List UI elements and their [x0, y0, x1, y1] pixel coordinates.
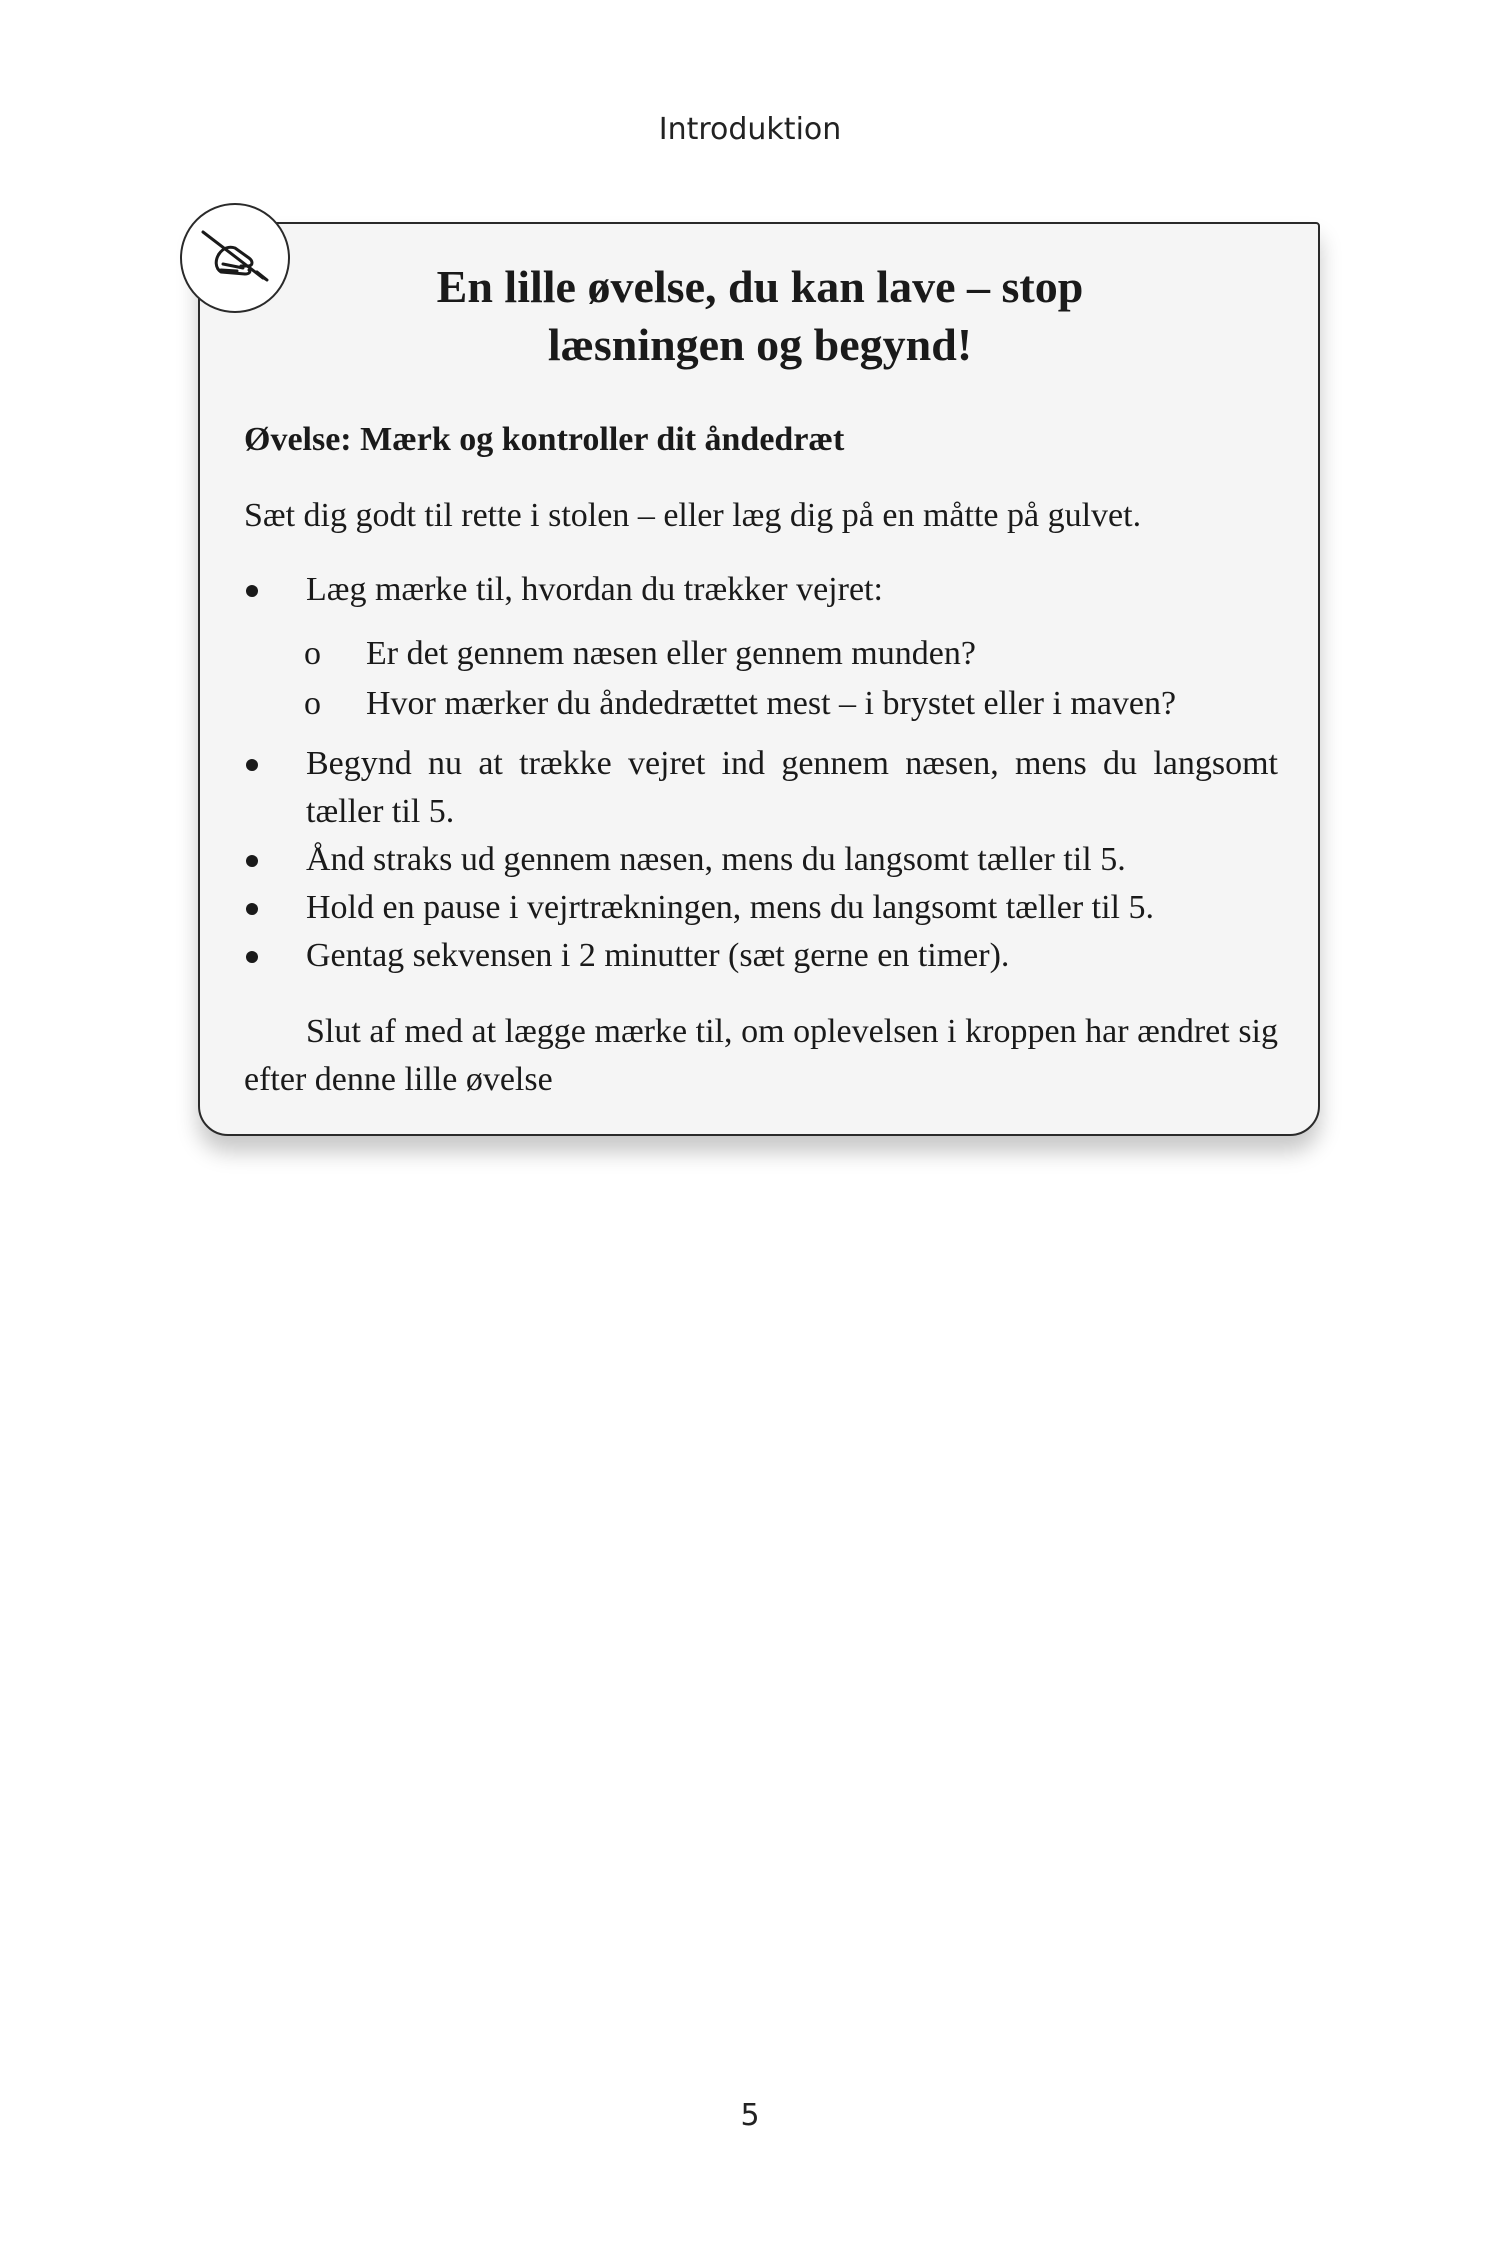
- sub-bullet-text: Hvor mærker du åndedrættet mest – i brystet eller i maven?: [366, 685, 1177, 722]
- bullet-item: [244, 932, 1278, 980]
- bullet-dot: [244, 884, 306, 932]
- sub-bullet-marker: o: [304, 685, 321, 722]
- bullet-item: [244, 740, 1278, 836]
- intro-text: Sæt dig godt til rette i stolen – eller læg dig på en måtte på gulvet.: [244, 497, 1142, 534]
- closing-paragraph: Slut af med at lægge mærke til, om oplevelsen i kroppen har ændret sig efter denne lille øvelse: [244, 1013, 1278, 1098]
- bullet-text: Gentag sekvensen i 2 minutter (sæt gerne en timer).: [306, 937, 1010, 974]
- sub-bullet-text: Er det gennem næsen eller gennem munden?: [366, 635, 976, 672]
- bullet-item: [244, 884, 1278, 932]
- bullet-dot: [244, 836, 306, 884]
- sub-bullet-item: [304, 680, 1284, 730]
- writing-hand-icon: [180, 203, 290, 313]
- bullet-dot: [244, 566, 306, 614]
- sub-bullet-marker: o: [304, 635, 321, 672]
- exercise-box: [198, 222, 1320, 1136]
- bullet-dot: [244, 740, 306, 836]
- bullet-text: Ånd straks ud gennem næsen, mens du langsomt tæller til 5.: [306, 841, 1126, 878]
- bullet-text: Hold en pause i vejrtrækningen, mens du langsomt tæller til 5.: [306, 889, 1154, 926]
- bullet-dot: [244, 932, 306, 980]
- sub-bullet-list: [304, 630, 1284, 730]
- exercise-box-title: [260, 258, 1260, 374]
- bullet-text: Begynd nu at trække vejret ind gennem næsen, mens du langsomt tæller til 5.: [306, 745, 1278, 830]
- bullet-item: [244, 836, 1278, 884]
- page-number: 5: [740, 2098, 760, 2133]
- running-header: Introduktion: [658, 112, 842, 147]
- title-line-2: læsningen og begynd!: [547, 319, 973, 370]
- sub-bullet-item: [304, 630, 1284, 680]
- title-line-1: En lille øvelse, du kan lave – stop: [436, 261, 1084, 312]
- bullet-text: Læg mærke til, hvordan du trækker vejret:: [306, 571, 883, 608]
- exercise-heading: Øvelse: Mærk og kontroller dit åndedræt: [244, 421, 845, 458]
- bullet-item: [244, 566, 1278, 614]
